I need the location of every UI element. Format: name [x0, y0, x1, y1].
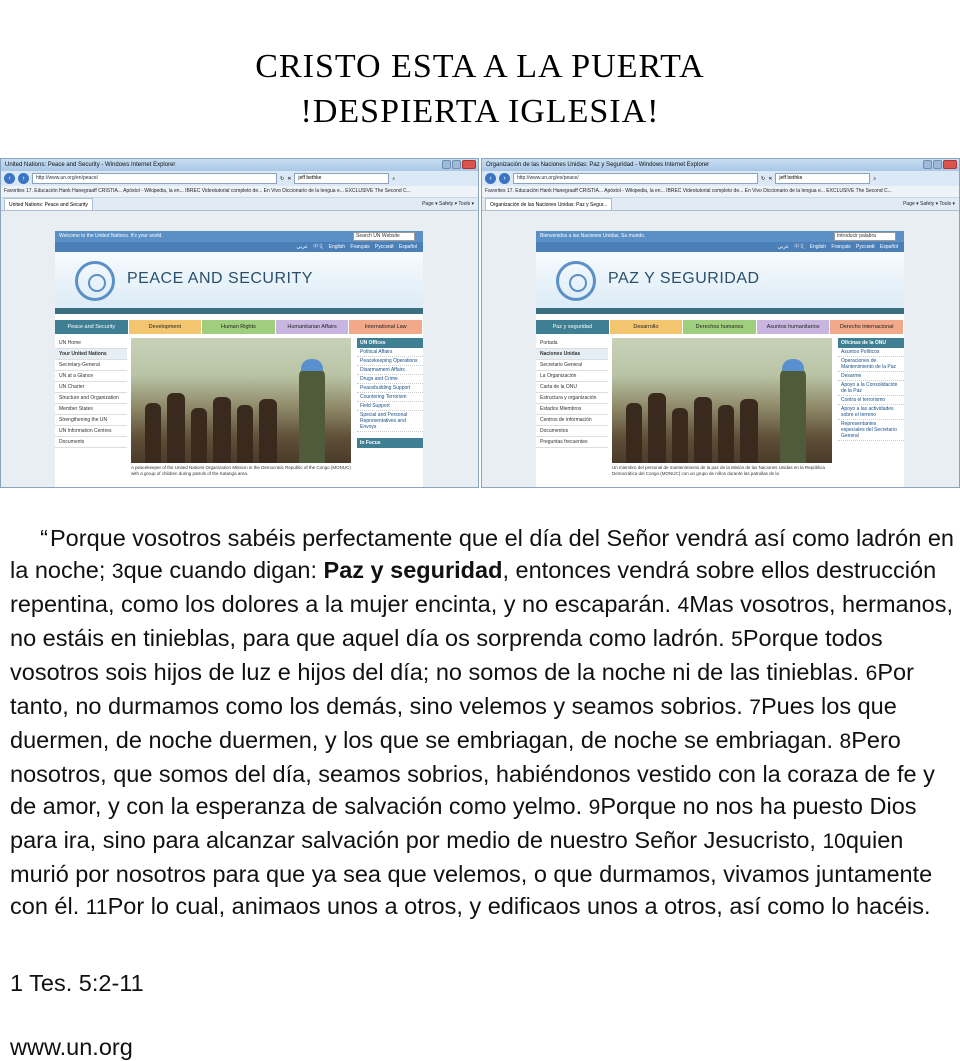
- nav-tab[interactable]: Derechos humanos: [683, 320, 757, 334]
- screenshots-panel: [0, 158, 960, 488]
- photo-helmet: [301, 359, 323, 371]
- verse-number: 9: [588, 796, 601, 819]
- sidebar-item[interactable]: Structure and Organization: [55, 393, 127, 404]
- address-bar: [482, 171, 959, 186]
- office-link[interactable]: Disarmament Affairs: [357, 366, 423, 375]
- sidebar-item[interactable]: UN at a Glance: [55, 371, 127, 382]
- favorites-bar[interactable]: Favorites 17. Educación Hank Hanegraaff CRISTIA... Apóstol - Wikipedia, la en... IBREC Videotutorial completo de... En Vivo Diccionario de la lengua e... EXCLUSIVE The Second C...: [482, 186, 959, 198]
- nav-tab[interactable]: Humanitarian Affairs: [276, 320, 350, 334]
- verse-number: 4: [677, 594, 690, 617]
- verse-text: Por tanto, no durmamos como los demás, sino velemos y seamos sobrios.: [10, 659, 914, 719]
- photo-figure: [718, 405, 734, 463]
- sidebar-item[interactable]: UN Information Centres: [55, 426, 127, 437]
- office-link[interactable]: Peacebuilding Support: [357, 384, 423, 393]
- window-titlebar: [482, 159, 959, 171]
- verse-text: Porque vosotros sabéis perfectamente que el día del Señor vendrá así como ladrón en la noche;: [10, 525, 954, 583]
- sidebar-item[interactable]: Portada: [536, 338, 608, 349]
- favorites-bar[interactable]: Favorites 17. Educación Hank Hanegraaff CRISTIA... Apóstol - Wikipedia, la en... IBREC Videotutorial completo de... En Vivo Diccionario de la lengua e... EXCLUSIVE The Second C...: [1, 186, 478, 198]
- verse-text: Porque no nos ha puesto Dios para ira, sino para alcanzar salvación por medio de nuestro Señor Jesucristo,: [10, 793, 917, 853]
- photo-figure: [740, 399, 758, 463]
- nav-tab[interactable]: Peace and Security: [55, 320, 129, 334]
- in-focus-header: In Focus: [357, 438, 423, 448]
- un-emblem-icon: [556, 261, 596, 301]
- photo-soldier: [299, 368, 325, 463]
- back-icon[interactable]: ‹: [485, 173, 496, 184]
- office-link[interactable]: Apoyo a las actividades sobre el terreno: [838, 405, 904, 420]
- photo-figure: [237, 405, 253, 463]
- banner-title: PEACE AND SECURITY: [127, 270, 313, 287]
- un-emblem-icon: [75, 261, 115, 301]
- heading-line-2: !DESPIERTA IGLESIA!: [300, 93, 660, 130]
- address-bar: [1, 171, 478, 186]
- sidebar-item[interactable]: Estados Miembros: [536, 404, 608, 415]
- window-title: Organización de las Naciones Unidas: Paz y Seguridad - Windows Internet Explorer: [486, 162, 710, 168]
- peacekeeper-photo: [131, 338, 351, 463]
- sidebar-item[interactable]: La Organización: [536, 371, 608, 382]
- offices-box: [357, 338, 423, 463]
- stop-icon[interactable]: ✕: [287, 175, 292, 182]
- sidebar-item[interactable]: Member States: [55, 404, 127, 415]
- nav-tab[interactable]: Development: [129, 320, 203, 334]
- un-page: [55, 231, 423, 487]
- command-bar[interactable]: Page ▾ Safety ▾ Tools ▾: [422, 201, 474, 207]
- offices-box: [838, 338, 904, 463]
- office-link[interactable]: Peacekeeping Operations: [357, 357, 423, 366]
- photo-figure: [694, 397, 712, 463]
- office-link[interactable]: Special and Personal Representatives and Envoys: [357, 411, 423, 432]
- photo-figure: [259, 399, 277, 463]
- welcome-strip: [55, 231, 423, 242]
- refresh-icon[interactable]: ↻: [280, 175, 285, 182]
- language-bar[interactable]: عربي 中文 English Français Русский Español: [536, 242, 904, 252]
- verse-text: Porque todos vosotros sois hijos de luz e hijos del día; no somos de la noche ni de las tinieblas.: [10, 625, 883, 685]
- welcome-text: Bienvenidos a las Naciones Unidas. Su mundo.: [540, 233, 646, 239]
- photo-caption: Un miembro del personal de mantenimiento de la paz de la Misión de las Naciones Unidas en la República Democrática del Congo (MONUC) con un grupo de niños durante las patrullas de la: [612, 465, 825, 476]
- sidebar-item[interactable]: Carta de la ONU: [536, 382, 608, 393]
- peacekeeper-photo: [612, 338, 832, 463]
- forward-icon[interactable]: ›: [499, 173, 510, 184]
- photo-figure: [648, 393, 666, 463]
- side-navigation: [55, 338, 127, 463]
- refresh-icon[interactable]: ↻: [761, 175, 766, 182]
- photo-figure: [191, 408, 207, 463]
- sidebar-item[interactable]: UN Home: [55, 338, 127, 349]
- verse-number: 11: [85, 896, 108, 919]
- minimize-button[interactable]: [923, 160, 932, 169]
- section-nav: [55, 320, 423, 334]
- office-link[interactable]: Asuntos Políticos: [838, 348, 904, 357]
- office-link[interactable]: Apoyo a la Consolidación de la Paz: [838, 381, 904, 396]
- photo-figure: [145, 403, 161, 463]
- sidebar-item[interactable]: Strengthening the UN: [55, 415, 127, 426]
- verse-text: Mas vosotros, hermanos, no estáis en tinieblas, para que aquel día os sorprenda como ladrón.: [10, 591, 954, 651]
- photo-figure: [167, 393, 185, 463]
- verse-text: quien murió por nosotros para que ya sea que velemos, o que durmamos, vivamos juntamente con él.: [10, 827, 933, 919]
- sidebar-item[interactable]: Secretary-General: [55, 360, 127, 371]
- quote-mark: “: [40, 525, 48, 551]
- welcome-text: Welcome to the United Nations. It's your world.: [59, 233, 163, 239]
- sidebar-item[interactable]: Centros de información: [536, 415, 608, 426]
- maximize-button[interactable]: [452, 160, 461, 169]
- close-button[interactable]: [943, 160, 957, 169]
- section-nav: [536, 320, 904, 334]
- web-content: [1, 211, 478, 487]
- office-link[interactable]: Representantes especiales del Secretario General: [838, 420, 904, 441]
- tab-bar: [482, 198, 959, 211]
- heading-line-1: CRISTO ESTA A LA PUERTA: [255, 48, 705, 85]
- back-icon[interactable]: ‹: [4, 173, 15, 184]
- verse-text: , entonces vendrá sobre ellos destrucción repentina, como los dolores a la mujer encinta, y no escaparán.: [10, 557, 937, 617]
- un-page: [536, 231, 904, 487]
- sidebar-item[interactable]: Documents: [55, 437, 127, 448]
- office-link[interactable]: Field Support: [357, 402, 423, 411]
- emphasis-text: Paz y seguridad: [323, 557, 503, 583]
- bible-reference: 1 Tes. 5:2-11: [10, 970, 144, 996]
- verse-number: 7: [749, 696, 761, 719]
- browser-search-input[interactable]: jeff bethke: [294, 173, 389, 184]
- scripture-passage: [10, 522, 955, 924]
- office-link[interactable]: Contra el terrorismo: [838, 396, 904, 405]
- nav-tab[interactable]: Paz y seguridad: [536, 320, 610, 334]
- verse-text: Pero nosotros, que somos del día, seamos sobrios, habiéndonos vestido con la coraza de fe y de amor, y con la esperanza de salvación como yelmo.: [10, 727, 935, 819]
- banner: [536, 252, 904, 314]
- welcome-strip: [536, 231, 904, 242]
- tab-bar: [1, 198, 478, 211]
- office-link[interactable]: Operaciones de Mantenimiento de la Paz: [838, 357, 904, 372]
- banner: [55, 252, 423, 314]
- verse-number: 10: [822, 830, 846, 853]
- command-bar[interactable]: Page ▾ Safety ▾ Tools ▾: [903, 201, 955, 207]
- verse-text: Pues los que duermen, de noche duermen, y los que se embriagan, de noche se embriagan.: [10, 693, 897, 753]
- photo-figure: [213, 397, 231, 463]
- browser-search-input[interactable]: jeff bethke: [775, 173, 870, 184]
- office-link[interactable]: Countering Terrorism: [357, 393, 423, 402]
- verse-number: 6: [865, 662, 878, 685]
- verse-number: 8: [839, 730, 852, 753]
- minimize-button[interactable]: [442, 160, 451, 169]
- search-icon[interactable]: ⌕: [873, 175, 877, 182]
- photo-helmet: [782, 359, 804, 371]
- photo-figure: [672, 408, 688, 463]
- photo-soldier: [780, 368, 806, 463]
- sidebar-item[interactable]: Secretario General: [536, 360, 608, 371]
- browser-window-spanish: [481, 158, 960, 488]
- url-input[interactable]: http://www.un.org/en/peace/: [32, 173, 277, 184]
- site-search-input[interactable]: Search UN Website: [353, 232, 415, 241]
- verse-text: Por lo cual, animaos unos a otros, y edificaos unos a otros, así como lo hacéis.: [107, 893, 931, 919]
- sidebar-item[interactable]: Estructura y organización: [536, 393, 608, 404]
- search-icon[interactable]: ⌕: [392, 175, 396, 182]
- sidebar-item[interactable]: Documentos: [536, 426, 608, 437]
- office-link[interactable]: Political Affairs: [357, 348, 423, 357]
- offices-header: Oficinas de la ONU: [838, 338, 904, 348]
- open-quote: [10, 522, 50, 554]
- nav-tab[interactable]: Derecho internacional: [830, 320, 904, 334]
- sidebar-item[interactable]: UN Charter: [55, 382, 127, 393]
- nav-tab[interactable]: Desarrollo: [610, 320, 684, 334]
- sidebar-item[interactable]: Naciones Unidas: [536, 349, 608, 360]
- sidebar-item[interactable]: Your United Nations: [55, 349, 127, 360]
- browser-window-english: [0, 158, 479, 488]
- website-link[interactable]: www.un.org: [10, 1034, 133, 1060]
- sidebar-item[interactable]: Preguntas frecuentes: [536, 437, 608, 448]
- verse-text: que cuando digan:: [123, 557, 324, 583]
- verse-number: 3: [111, 560, 124, 583]
- verse-number: 5: [731, 628, 743, 651]
- web-content: [482, 211, 959, 487]
- language-bar[interactable]: عربي 中文 English Français Русский Español: [55, 242, 423, 252]
- nav-tab[interactable]: International Law: [349, 320, 423, 334]
- photo-caption: A peacekeeper of the United Nations Organization Mission in the Democratic Republic of the Congo (MONUC) with a group of children during patrols of the Katanga area.: [131, 465, 351, 476]
- nav-tab[interactable]: Human Rights: [202, 320, 276, 334]
- forward-icon[interactable]: ›: [18, 173, 29, 184]
- tab-active[interactable]: Organización de las Naciones Unidas: Paz y Segur...: [485, 198, 612, 210]
- tab-active[interactable]: United Nations: Peace and Security: [4, 198, 93, 210]
- office-link[interactable]: Drugs and Crime: [357, 375, 423, 384]
- window-title: United Nations: Peace and Security - Windows Internet Explorer: [5, 162, 176, 168]
- nav-tab[interactable]: Asuntos humanitarios: [757, 320, 831, 334]
- photo-figure: [626, 403, 642, 463]
- url-input[interactable]: http://www.un.org/es/peace/: [513, 173, 758, 184]
- side-navigation: [536, 338, 608, 463]
- offices-header: UN Offices: [357, 338, 423, 348]
- banner-title: PAZ Y SEGURIDAD: [608, 270, 760, 287]
- close-button[interactable]: [462, 160, 476, 169]
- site-search-input[interactable]: Introducir palabra: [834, 232, 896, 241]
- maximize-button[interactable]: [933, 160, 942, 169]
- office-link[interactable]: Desarme: [838, 372, 904, 381]
- stop-icon[interactable]: ✕: [768, 175, 773, 182]
- window-titlebar: [1, 159, 478, 171]
